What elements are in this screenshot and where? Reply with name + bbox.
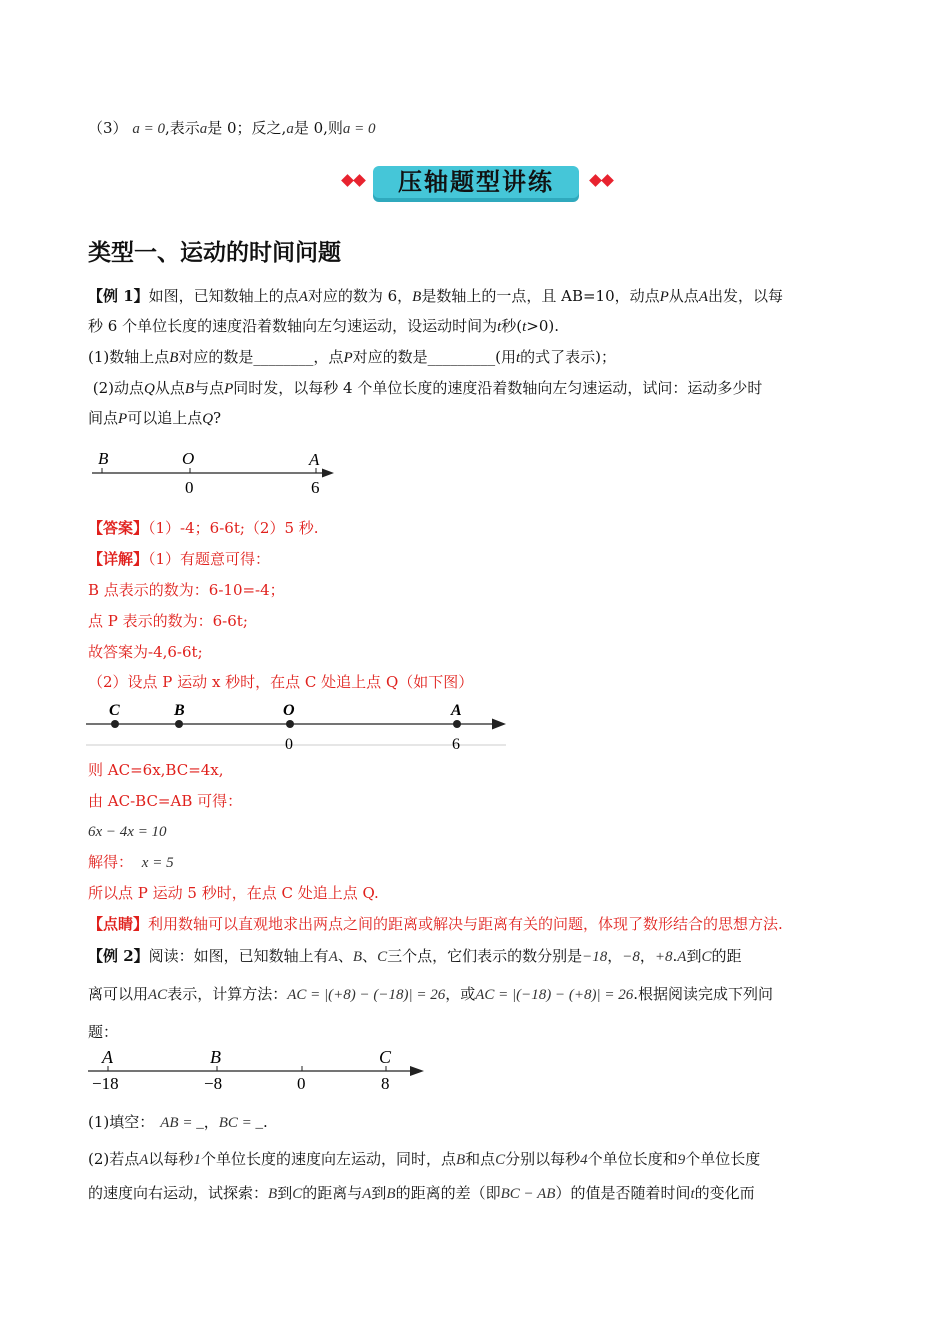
math: −18 — [582, 949, 608, 965]
text: 的变化而 — [694, 1184, 755, 1202]
diamond-icon — [341, 174, 354, 187]
math: C — [495, 1152, 506, 1168]
tick-label-0: 0 — [185, 478, 194, 497]
diamond-icon — [353, 174, 366, 187]
text: (2)动点 — [88, 379, 145, 397]
math: a — [286, 121, 294, 137]
text: .根据阅读完成下列问 — [633, 985, 774, 1003]
ex2-line-1 — [88, 946, 742, 967]
text: 个单位长度和 — [587, 1150, 678, 1168]
math: BC = _ — [218, 1115, 264, 1131]
tick-label-6: 6 — [311, 478, 320, 497]
text: (1)填空： — [88, 1113, 155, 1131]
section-banner — [335, 164, 615, 204]
example-label: 【例 1】 — [88, 287, 149, 305]
text: 的距离与 — [302, 1184, 363, 1202]
math: a — [199, 121, 208, 137]
var: P — [659, 289, 669, 305]
text: 个单位长度的速度向左运动，同时，点 — [200, 1150, 456, 1168]
text: ? — [213, 409, 222, 427]
tick-label-neg8: −8 — [204, 1074, 223, 1093]
var: B — [412, 289, 422, 305]
text: 可以追上点 — [127, 409, 203, 427]
ex1-answer — [88, 518, 319, 538]
point-label-B: B — [174, 702, 185, 719]
math: BC − AB — [500, 1186, 556, 1202]
text: 的速度向右运动，试探索： — [88, 1184, 269, 1202]
text: 从点 — [668, 287, 699, 305]
number-line-1 — [88, 444, 348, 500]
ex2-question-1 — [88, 1112, 268, 1133]
ex1-detail-line: 点 P 表示的数为：6-6t; — [88, 612, 248, 630]
point-label-C: C — [109, 702, 120, 719]
ex1-detail-line: 则 AC=6x,BC=4x, — [88, 761, 224, 779]
point-label-A: A — [309, 450, 320, 469]
answer-tag: 【答案】 — [88, 519, 149, 537]
text: . — [672, 947, 678, 965]
ex1-line-2 — [88, 316, 559, 337]
point-label-B: B — [210, 1047, 221, 1067]
text: ）的值是否随着时间 — [555, 1184, 691, 1202]
ex1-question-1 — [88, 347, 616, 368]
ex1-line-1 — [88, 286, 783, 307]
text: 利用数轴可以直观地求出两点之间的距离或解决与距离有关的问题，体现了数形结合的思想方法. — [148, 915, 783, 933]
text: 到 — [371, 1184, 387, 1202]
point-label-A: A — [102, 1047, 113, 1067]
text: 出发，以每 — [707, 287, 783, 305]
math: B — [352, 949, 363, 965]
math: A — [362, 1186, 372, 1202]
math: a = 0 — [342, 121, 376, 137]
text: ， — [203, 1113, 219, 1131]
math: 4 — [580, 1152, 588, 1168]
ex2-line-3: 题： — [88, 1023, 119, 1041]
tick-label-0: 0 — [285, 736, 293, 751]
var: Q — [144, 381, 155, 397]
math: A — [328, 949, 338, 965]
text: （1）-4；6-6t;（2）5 秒. — [148, 519, 319, 537]
text: 同时发，以每秒 4 个单位长度的速度沿着数轴向左匀速运动，试问：运动多少时 — [233, 379, 763, 397]
diamond-icon — [601, 174, 614, 187]
var: t — [522, 319, 527, 335]
math: B — [386, 1186, 396, 1202]
math: AC — [148, 987, 168, 1003]
text: 分别以每秒 — [505, 1150, 581, 1168]
text: 从点 — [154, 379, 185, 397]
math: x = 5 — [141, 855, 174, 871]
text: 、 — [362, 947, 378, 965]
text: 离可以用 — [88, 985, 149, 1003]
var: B — [169, 350, 179, 366]
point-O — [286, 720, 294, 728]
text: （1）有题意可得： — [148, 550, 271, 568]
math: C — [292, 1186, 303, 1202]
text: 是 0,则 — [293, 119, 343, 137]
var: A — [298, 289, 308, 305]
number-line-3 — [88, 1044, 428, 1098]
math: 1 — [193, 1152, 201, 1168]
var: t — [497, 319, 502, 335]
var: P — [118, 411, 128, 427]
math: −8 — [622, 949, 640, 965]
text: 到 — [686, 947, 702, 965]
point-label-C: C — [379, 1047, 392, 1067]
text: 对应的数是_________(用 — [352, 348, 516, 366]
text: 到 — [277, 1184, 293, 1202]
tick-label-0: 0 — [297, 1074, 306, 1093]
ex1-point — [88, 914, 783, 934]
point-B — [175, 720, 183, 728]
math: B — [268, 1186, 278, 1202]
text: 的式了表示)； — [520, 348, 616, 366]
var: P — [224, 381, 234, 397]
text: 个单位长度 — [685, 1150, 761, 1168]
var: B — [184, 381, 195, 397]
ex2-line-2 — [88, 984, 773, 1005]
ex1-detail-line: B 点表示的数为：6-10=-4； — [88, 581, 285, 599]
math: AC = |(+8) − (−18)| = 26 — [287, 987, 446, 1003]
diamond-icon — [589, 174, 602, 187]
axis-arrow — [492, 719, 506, 730]
text: 间点 — [88, 409, 119, 427]
text: 和点 — [465, 1150, 496, 1168]
banner-title: 压轴题型讲练 — [398, 168, 554, 196]
math: AC = |(−18) − (+8)| = 26 — [475, 987, 634, 1003]
detail-tag: 【详解】 — [88, 550, 149, 568]
text: 如图，已知数轴上的点 — [148, 287, 299, 305]
text: 以每秒 — [148, 1150, 194, 1168]
text: 对应的数为 6， — [307, 287, 413, 305]
math: C — [701, 949, 712, 965]
math: a = 0 — [132, 121, 165, 137]
axis-arrow — [410, 1066, 424, 1076]
var: t — [515, 350, 521, 366]
text: 对应的数是________，点 — [178, 348, 344, 366]
text: 的距离的差（即 — [395, 1184, 501, 1202]
tick-label-8: 8 — [381, 1074, 390, 1093]
ex1-detail-line: 故答案为-4,6-6t; — [88, 643, 203, 661]
axis-arrow — [322, 469, 334, 478]
math: t — [690, 1186, 695, 1202]
ex1-question-2b — [88, 408, 221, 429]
text: 秒( — [501, 317, 523, 335]
ex1-equation-1 — [88, 821, 167, 842]
text: （3） — [88, 119, 128, 137]
text: ，或 — [445, 985, 476, 1003]
ex1-question-2a — [88, 378, 762, 399]
section-title: 类型一、运动的时间问题 — [88, 240, 341, 266]
text: 秒 6 个单位长度的速度沿着数轴向左匀速运动，设运动时间为 — [88, 317, 498, 335]
math: C — [377, 949, 388, 965]
tick-label-6: 6 — [452, 736, 460, 751]
example-label: 【例 2】 — [88, 947, 149, 965]
text: >0). — [526, 317, 560, 335]
point-A — [453, 720, 461, 728]
math: A — [139, 1152, 149, 1168]
ex1-solve — [88, 852, 174, 873]
text: 表示，计算方法： — [167, 985, 288, 1003]
math: A — [677, 949, 687, 965]
intro-line — [88, 118, 376, 139]
text: (1)数轴上点 — [88, 348, 170, 366]
var: A — [698, 289, 708, 305]
number-line-2 — [86, 697, 510, 751]
text: 与点 — [194, 379, 225, 397]
text: 的距 — [711, 947, 742, 965]
point-label-O: O — [283, 702, 295, 719]
math: +8 — [654, 949, 673, 965]
text: ， — [607, 947, 623, 965]
math: 6x − 4x = 10 — [88, 824, 167, 840]
ex2-question-2b — [88, 1183, 755, 1204]
var: P — [343, 350, 353, 366]
var: Q — [202, 411, 214, 427]
text: . — [263, 1113, 268, 1131]
math: AB = _ — [160, 1115, 204, 1131]
ex1-detail-line: 由 AC-BC=AB 可得： — [88, 792, 243, 810]
text: 是 0；反之, — [207, 119, 287, 137]
text: 三个点，它们表示的数分别是 — [387, 947, 583, 965]
text: 解得： — [88, 853, 134, 871]
text: 阅读：如图，已知数轴上有 — [148, 947, 329, 965]
ex2-question-2a — [88, 1149, 760, 1170]
text: (2)若点 — [88, 1150, 140, 1168]
point-tag: 【点睛】 — [88, 915, 149, 933]
point-label-A: A — [451, 702, 462, 719]
point-label-O: O — [182, 449, 195, 468]
tick-label-neg18: −18 — [92, 1074, 119, 1093]
text: ， — [639, 947, 655, 965]
text: ,表示 — [164, 119, 200, 137]
ex1-detail — [88, 549, 270, 569]
ex1-detail-line: （2）设点 P 运动 x 秒时，在点 C 处追上点 Q（如下图） — [88, 673, 474, 691]
text: 是数轴上的一点，且 AB=10，动点 — [421, 287, 660, 305]
point-label-B: B — [98, 449, 109, 468]
ex1-detail-line: 所以点 P 运动 5 秒时，在点 C 处追上点 Q. — [88, 884, 379, 902]
math: 9 — [677, 1152, 686, 1168]
point-C — [111, 720, 119, 728]
text: 、 — [337, 947, 353, 965]
math: B — [455, 1152, 466, 1168]
